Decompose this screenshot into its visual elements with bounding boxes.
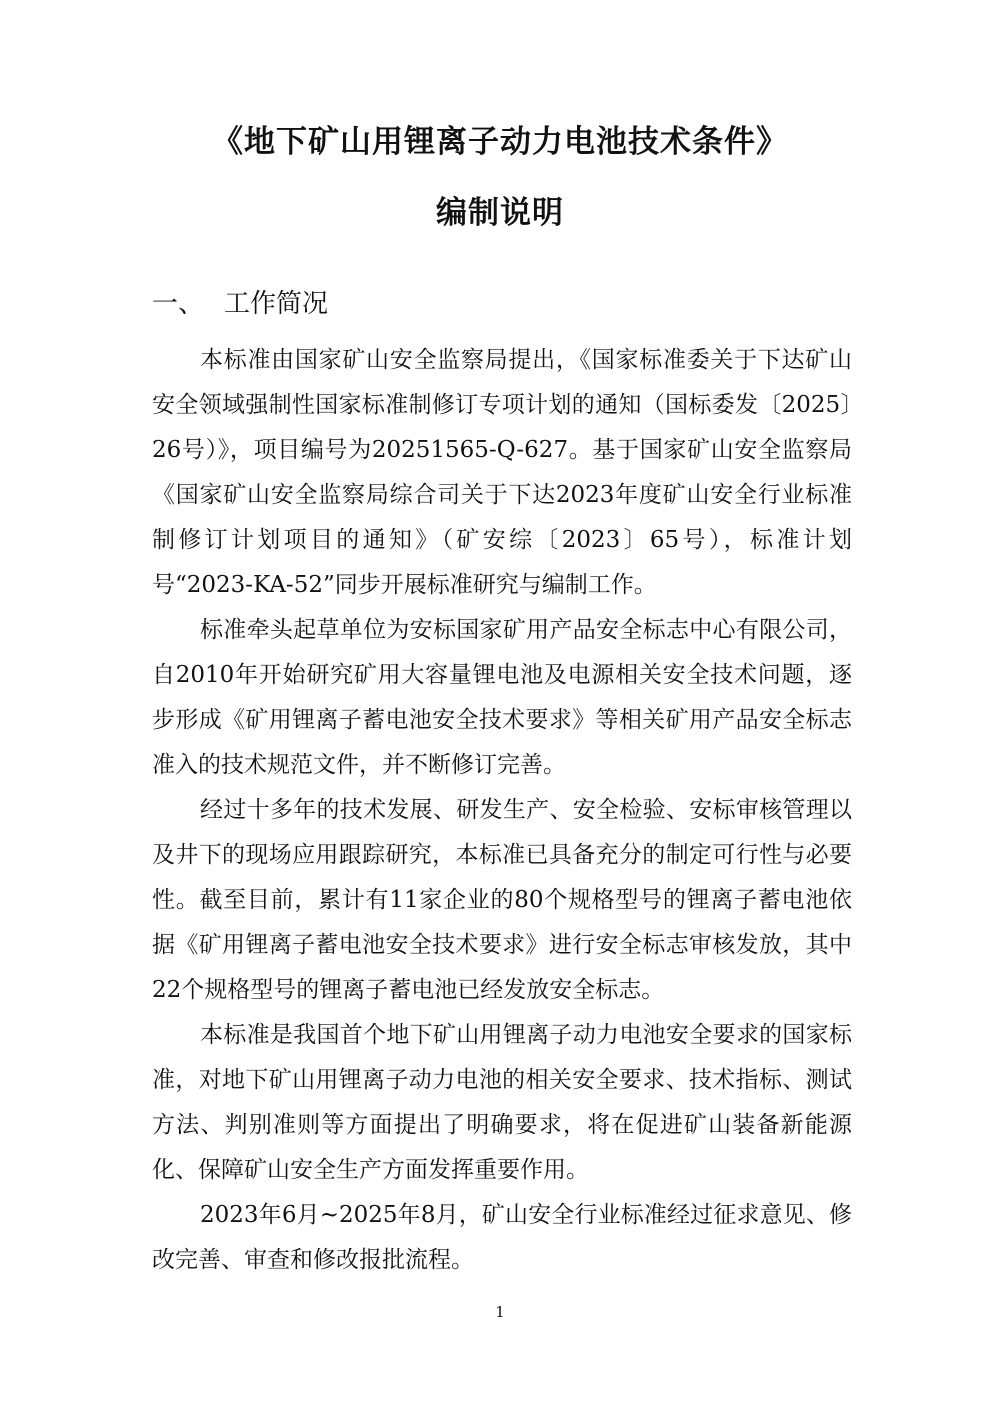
paragraph-drafting-unit: 标准牵头起草单位为安标国家矿用产品安全标志中心有限公司，自2010年开始研究矿用大容量锂电池及电源相关安全技术问题，逐步形成《矿用锂离子蓄电池安全技术要求》等相关矿用产品安全标志准入的技术规范文件，并不断修订完善。 <box>152 617 852 778</box>
section-title: 工作简况 <box>224 289 329 319</box>
paragraph-timeline: 2023年6月~2025年8月，矿山安全行业标准经过征求意见、修改完善、审查和修改报批流程。 <box>152 1202 852 1273</box>
section-number: 一、 <box>152 289 205 319</box>
paragraph-significance: 本标准是我国首个地下矿山用锂离子动力电池安全要求的国家标准，对地下矿山用锂离子动力电池的相关安全要求、技术指标、测试方法、判别准则等方面提出了明确要求，将在促进矿山装备新能源化、保障矿山安全生产方面发挥重要作用。 <box>152 1022 852 1183</box>
paragraph-feasibility: 经过十多年的技术发展、研发生产、安全检验、安标审核管理以及井下的现场应用跟踪研究，本标准已具备充分的制定可行性与必要性。截至目前，累计有11家企业的80个规格型号的锂离子蓄电池依据《矿用锂离子蓄电池安全技术要求》进行安全标志审核发放，其中22个规格型号的锂离子蓄电池已经发放安全标志。 <box>152 797 852 1003</box>
document-title: 《地下矿山用锂离子动力电池技术条件》 <box>212 124 788 160</box>
section-heading <box>152 286 328 322</box>
document-subtitle: 编制说明 <box>436 195 564 231</box>
page-number: 1 <box>495 1303 505 1321</box>
paragraph-project-background: 本标准由国家矿山安全监察局提出，《国家标准委关于下达矿山安全领域强制性国家标准制修订专项计划的通知（国标委发〔2025〕26号）》，项目编号为20251565-Q-627。基于国家矿山安全监察局《国家矿山安全监察局综合司关于下达2023年度矿山安全行业标准制修订计划项目的通知》（矿安综〔2023〕65号），标准计划号“2023-KA-52”同步开展标准研究与编制工作。 <box>152 347 852 598</box>
